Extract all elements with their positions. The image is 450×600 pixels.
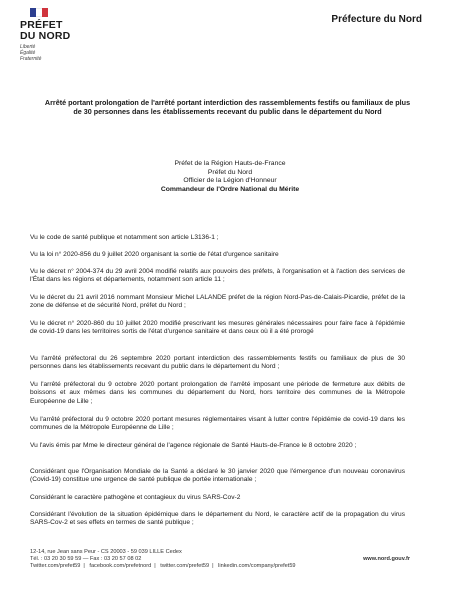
motto-egalite: Égalité [20,50,36,56]
footer-website[interactable]: www.nord.gouv.fr [363,556,410,563]
footer-link-twitter-2[interactable]: twitter.com/prefet59 [160,563,210,570]
logo-title [20,20,90,42]
republic-motto [20,44,90,62]
visa-paragraph: Vu le décret n° 2020-860 du 10 juillet 2020 modifié prescrivant les mesures générales nécessaires pour faire face à l'épidémie de covid-19 dans les territoires sortis de l'état d'urgence sanitaire et dans ceux où il a été prorogé [30,320,405,336]
considerant-paragraph: Considérant le caractère pathogène et contagieux du virus SARS-Cov-2 [30,494,241,501]
considerant-paragraph: Considérant que l'Organisation Mondiale de la Santé a déclaré le 30 janvier 2020 que l'émergence d'un nouveau coronavirus (Covid-19) constitue une urgence de santé publique de portée internationale ; [30,468,405,484]
prefet-logo [20,8,90,62]
visa-paragraph: Vu l'arrêté préfectoral du 9 octobre 2020 portant prolongation de l'arrêté imposant une période de fermeture aux débits de boissons et aux mêmes dans les communes du département du Nord, hors territoire des communes de la Métropole Européenne de Lille ; [30,381,405,405]
authority-line-1: Préfet de la Région Hauts-de-France [174,160,286,167]
visa-paragraph: Vu la loi n° 2020-856 du 9 juillet 2020 organisant la sortie de l'état d'urgence sanitaire [30,251,279,258]
motto-fraternite: Fraternité [20,56,42,62]
visa-paragraph: Vu l'arrêté préfectoral du 26 septembre 2020 portant interdiction des rassemblements festifs ou familiaux de plus de 30 personnes dans les établissements recevant du public dans le département du Nord ; [30,355,405,371]
arrete-title: Arrêté portant prolongation de l'arrêté portant interdiction des rassemblements festifs ou familiaux de plus de 30 personnes dans les établissements recevant du public dans le département du Nord [44,98,411,116]
visa-paragraph: Vu le code de santé publique et notamment son article L3136-1 ; [30,234,219,241]
prefecture-name: Préfecture du Nord [331,14,422,25]
page-footer [30,549,410,571]
footer-social-links: Twitter.com/prefet59 | facebook.com/prefetnord | twitter.com/prefet59 | linkedin.com/company/prefet59 [30,563,296,570]
authority-block [135,160,325,194]
french-flag-icon [30,8,48,17]
visa-paragraph: Vu le décret n° 2004-374 du 29 avril 2004 modifié relatifs aux pouvoirs des préfets, à l'organisation et à l'action des services de l'État dans les régions et départements, notamment son article 11 ; [30,268,405,284]
authority-line-2: Préfet du Nord [207,168,253,176]
logo-line-1: PRÉFET [20,19,63,31]
motto-liberte: Liberté [20,44,36,50]
footer-link-facebook[interactable]: facebook.com/prefetnord [89,563,152,570]
considerant-paragraph: Considérant l'évolution de la situation épidémique dans le département du Nord, le caractère actif de la propagation du virus SARS-Cov-2 et ses effets en termes de santé publique ; [30,511,405,527]
footer-phone: Tél. : 03 20 30 59 59 — Fax : 03 20 57 08 02 [30,556,142,563]
visa-paragraph: Vu le décret du 21 avril 2016 nommant Monsieur Michel LALANDE préfet de la région Nord-Pas-de-Calais-Picardie, préfet de la zone de défense et de sécurité Nord, préfet du Nord ; [30,294,405,310]
visa-paragraph: Vu l'arrêté préfectoral du 9 octobre 2020 portant mesures réglementaires visant à lutter contre l'épidémie de covid-19 dans les communes de la Métropole Européenne de Lille ; [30,416,405,432]
visa-paragraph: Vu l'avis émis par Mme le directeur général de l'agence régionale de Santé Hauts-de-France le 8 octobre 2020 ; [30,442,357,449]
footer-address: 12-14, rue Jean sans Peur - CS 20003 - 59 039 LILLE Cedex [30,549,182,555]
authority-line-4: Commandeur de l'Ordre National du Mérite [160,185,300,193]
footer-link-linkedin[interactable]: linkedin.com/company/prefet59 [218,563,296,570]
logo-line-2: DU NORD [20,30,71,42]
authority-line-3: Officier de la Légion d'Honneur [183,177,277,185]
footer-link-twitter[interactable]: Twitter.com/prefet59 [30,563,81,570]
